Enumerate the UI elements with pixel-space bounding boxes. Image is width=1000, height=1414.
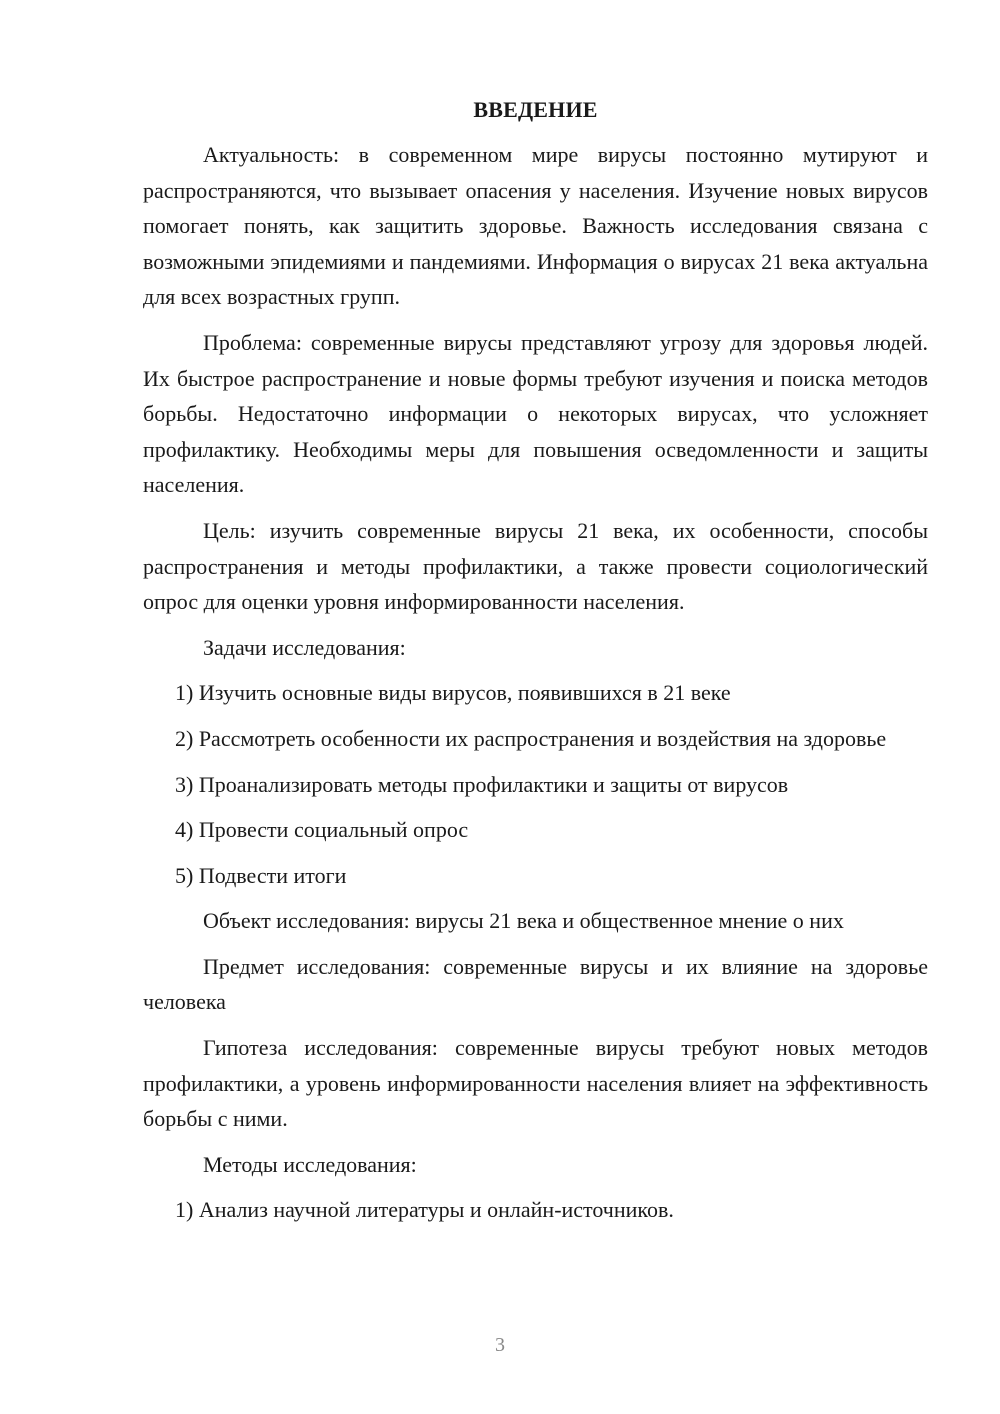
task-item: 4) Провести социальный опрос [175, 817, 469, 843]
tasks-heading: Задачи исследования: [203, 634, 406, 660]
hypothesis-paragraph: Гипотеза исследования: современные вирусы требуют новых методов профилактики, а уровень информированности населения влияет на эффективность борьбы с ними. [143, 1035, 928, 1132]
subject-paragraph: Предмет исследования: современные вирусы и их влияние на здоровье человека [143, 953, 928, 1015]
task-item: 5) Подвести итоги [175, 862, 347, 888]
methods-heading: Методы исследования: [203, 1151, 417, 1177]
goal-paragraph: Цель: изучить современные вирусы 21 века, их особенности, способы распространения и методы профилактики, а также провести социологический опрос для оценки уровня информированности населения. [143, 517, 928, 615]
method-item: 1) Анализ научной литературы и онлайн-источников. [175, 1197, 674, 1223]
problem-paragraph: Проблема: современные вирусы представляют угрозу для здоровья людей. Их быстрое распространение и новые формы требуют изучения и поиска методов борьбы. Недостаточно информации о некоторых вирусах, что усложняет профилактику. Необходимы меры для повышения осведомленности и защиты населения. [143, 329, 928, 498]
task-item: 1) Изучить основные виды вирусов, появившихся в 21 веке [175, 680, 731, 706]
task-item: 3) Проанализировать методы профилактики и защиты от вирусов [175, 771, 789, 797]
section-title: ВВЕДЕНИЕ [473, 97, 598, 122]
relevance-paragraph: Актуальность: в современном мире вирусы постоянно мутируют и распространяются, что вызывает опасения у населения. Изучение новых вирусов помогает понять, как защитить здоровье. Важность исследования связана с возможными эпидемиями и пандемиями. Информация о вирусах 21 века актуальна для всех возрастных групп. [143, 142, 928, 310]
task-item: 2) Рассмотреть особенности их распространения и воздействия на здоровье [175, 725, 887, 751]
object-paragraph: Объект исследования: вирусы 21 века и общественное мнение о них [203, 908, 844, 934]
page-number: 3 [495, 1334, 505, 1356]
document-page [143, 92, 928, 1238]
